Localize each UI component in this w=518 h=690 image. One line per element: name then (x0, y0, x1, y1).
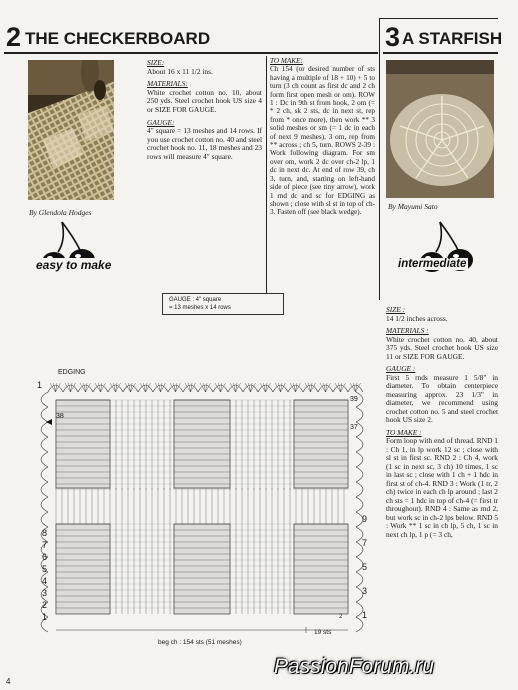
materials-label-right: MATERIALS : (386, 326, 429, 335)
badge-label-right: intermediate (398, 258, 467, 270)
cherry-icon-left (36, 218, 106, 288)
header-rule-left (4, 52, 378, 54)
pattern-number-right: 3 (385, 22, 401, 52)
badge-label-left: easy to make (36, 258, 112, 272)
row-number-right: 7 (362, 538, 368, 548)
watermark: PassionForum.ru (274, 655, 434, 678)
sts-label: 19 sts (314, 629, 332, 636)
edging-scallop (356, 482, 363, 497)
row-number-left: 3 (42, 588, 48, 598)
gauge-label-right: GAUGE : (386, 364, 416, 373)
size-label-left: SIZE: (147, 58, 165, 67)
beginning-chain-label: beg ch : 154 sts (51 meshes) (158, 639, 242, 646)
edging-scallop (356, 572, 363, 587)
cherry-icon-right (396, 218, 496, 288)
gauge-box (162, 293, 284, 315)
page-number: 4 (6, 677, 11, 686)
credit-right: By Mayumi Sato (388, 202, 438, 211)
edging-scallop (356, 437, 363, 452)
column-rule-left (266, 56, 267, 300)
row-number-37: 37 (350, 424, 358, 431)
row-number-right: 1 (362, 610, 368, 620)
row-number-left: 1 (42, 612, 48, 622)
size-text-right: 14 1/2 inches across. (386, 313, 448, 323)
gauge-label-left: GAUGE: (147, 117, 175, 127)
edging-scallop (41, 467, 48, 482)
materials-text-right: White crochet cotton no. 40, about 375 yds. Steel crochet hook US size 11 or SIZE FOR GAUGE. (386, 334, 498, 361)
row-number-top: 1 (37, 380, 43, 390)
fasten-off-wedge (46, 419, 52, 425)
row-number-left: 2 (42, 600, 48, 610)
make-label-left: TO MAKE: (270, 57, 303, 65)
materials-column-left (147, 59, 262, 166)
size-text-left: About 16 x 11 1/2 ins. (147, 66, 213, 76)
header-rule-right (383, 52, 498, 54)
pattern-title-right: A STARFISH (402, 29, 503, 48)
row-number-left: 6 (42, 552, 48, 562)
gauge-text-left: 4" square = 13 meshes and 14 rows. If you use crochet cotton no. 40 and steel crochet hook no. 11, 18 meshes and 23 rows will measure 4" square. (147, 126, 262, 161)
difficulty-badge-left (36, 218, 112, 288)
header-rule-top (380, 18, 498, 19)
edging-scallop (41, 422, 48, 437)
repeat-mark: 2 (339, 614, 343, 620)
edging-scallop (356, 497, 363, 512)
row-number-right: 5 (362, 562, 368, 572)
row-number-left: 8 (42, 528, 48, 538)
size-label-right: SIZE : (386, 305, 406, 314)
instructions-column-left (270, 57, 375, 221)
row-number-left: 4 (42, 576, 48, 586)
crochet-diagram (34, 378, 374, 643)
edging-scallop (41, 407, 48, 422)
difficulty-badge-right (396, 218, 496, 288)
column-divider (379, 18, 380, 300)
gauge-box-line1: GAUGE : 4" square (169, 297, 222, 303)
credit-left: By Glendola Hodges (29, 208, 92, 217)
edging-scallop (41, 512, 48, 527)
pattern-number-left: 2 (6, 22, 22, 52)
pattern-title-left: THE CHECKERBOARD (25, 29, 211, 48)
make-text-right: Form loop with end of thread. RND 1 : Ch 1, in lp work 12 sc ; close with sl st in first sc. RND 2 : Ch 4, work (1 sc in next sc, 3 ch) 10 times, 1 sc in last sc ; close with 1 ch + 1 hdc in first st of ch-4. RND 3 : Work (1 tr, 2 ch) twice in each ch lp around ; last 2 ch sts = 1 hdc in top of ch-4 (= first tr throughout). RND 4 : Same as rnd 2, but work sc in ch-2 lps below. RND 5 : Work ** 1 sc in ch lp, 5 ch, 1 sc in next ch lp, 1 p (= 3 ch, (386, 436, 498, 539)
materials-text-left: White crochet cotton no. 10, about 250 yds. Steel crochet hook US size 4 or SIZE FOR GAUGE. (147, 87, 262, 114)
gauge-text-right: First 5 rnds measure 1 5/8" in diameter. To obtain centerpiece measuring approx. 23 1/3" in diameter, we recommend using crochet cotton no. 5 and steel crochet hook US size 2. (386, 372, 498, 424)
instructions-column-right (386, 306, 498, 543)
edging-label: EDGING (58, 369, 86, 376)
row-number-right: 9 (362, 514, 368, 524)
row-number-left: 5 (42, 564, 48, 574)
edging-scallop (41, 497, 48, 512)
starfish-photo (386, 60, 494, 198)
row-number-right: 3 (362, 586, 368, 596)
materials-label-left: MATERIALS: (147, 79, 188, 89)
edging-scallop (356, 467, 363, 482)
checkerboard-photo (28, 60, 114, 200)
make-label-right: TO MAKE : (386, 427, 422, 437)
gauge-box-line2: = 13 meshes x 14 rows (169, 305, 231, 311)
edging-scallop (41, 452, 48, 467)
edging-scallop (41, 392, 48, 407)
edging-scallop (356, 452, 363, 467)
row-number-39: 39 (350, 396, 358, 403)
make-text-left: Ch 154 (or desired number of sts having a multiple of 18 + 10) + 5 to turn (3 ch count as first dc and 2 ch form first open mesh or om). ROW 1 : Dc in 9th st from hook, 2 om (= * 2 ch, sk 2 sts, dc in next st, rep from * once more), then work ** 3 solid meshes or sm (= 1 dc in each of next 9 meshes), 3 om, rep from ** across ; ch 5, turn. ROWS 2-39 : Work following diagram. For sm over om, work 2 dc over ch-2 lp, 1 dc in next dc. At end of row 39, ch 3, turn, and, starting on left-hand side of piece (see tiny arrow), work 1 rnd dc and sc for EDGING as shown ; close with sl st in top of ch-3. Fasten off (see black wedge). (270, 65, 375, 217)
row-number-38: 38 (56, 413, 64, 420)
edging-scallop (41, 482, 48, 497)
row-number-left: 7 (42, 540, 48, 550)
edging-scallop (356, 407, 363, 422)
edging-scallop (41, 437, 48, 452)
